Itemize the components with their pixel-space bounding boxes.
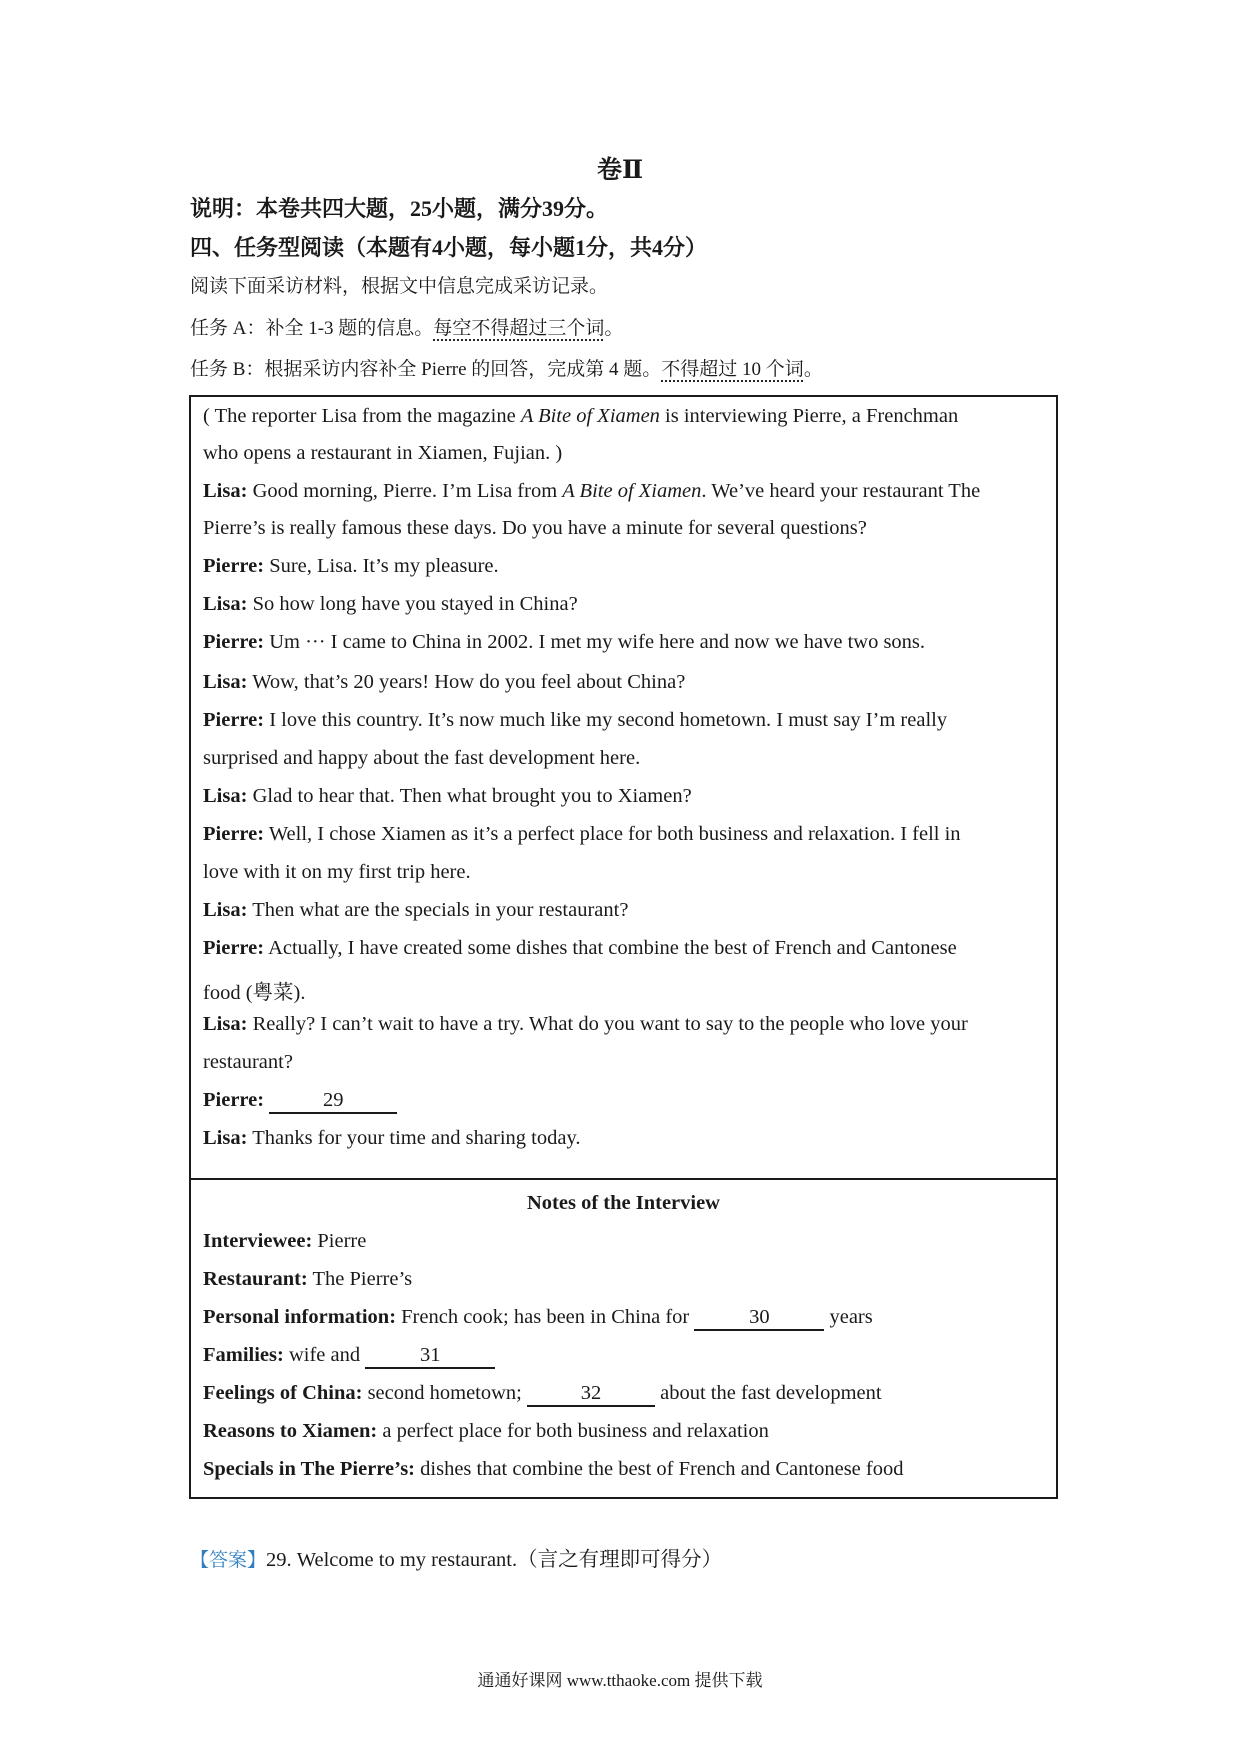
dialogue-line: love with it on my first trip here.	[203, 861, 471, 883]
answer-text: 29. Welcome to my restaurant.（言之有理即可得分）	[266, 1549, 723, 1571]
speaker-pierre: Pierre:	[203, 709, 265, 731]
interview-intro-line-1	[203, 405, 958, 428]
notes-label: Restaurant:	[203, 1268, 308, 1290]
dialogue-line	[203, 937, 957, 960]
dialogue-line	[203, 899, 628, 922]
dialogue-line: food (粤菜).	[203, 982, 306, 1004]
speaker-lisa: Lisa:	[203, 593, 248, 615]
dialogue-line	[203, 593, 578, 616]
notes-value: Pierre	[312, 1230, 367, 1252]
notes-value: about the fast development	[655, 1382, 882, 1404]
dialogue-text: Sure, Lisa. It’s my pleasure.	[264, 555, 499, 577]
dialogue-line: surprised and happy about the fast development here.	[203, 747, 641, 769]
speaker-lisa: Lisa:	[203, 1013, 248, 1035]
dialogue-line	[203, 823, 961, 846]
dialogue-text: Thanks for your time and sharing today.	[247, 1127, 581, 1149]
dialogue-line	[203, 555, 499, 578]
dialogue-line	[203, 1013, 968, 1036]
notes-box	[189, 1178, 1058, 1499]
magazine-title: A Bite of Xiamen	[562, 480, 702, 502]
speaker-pierre: Pierre:	[203, 823, 265, 845]
page-footer: 通通好课网 www.tthaoke.com 提供下载	[477, 1671, 763, 1690]
answer-blank-30[interactable]: 30	[694, 1307, 824, 1331]
answer-blank-31[interactable]: 31	[365, 1345, 495, 1369]
task-a-text: 任务 A：补全 1-3 题的信息。	[190, 318, 434, 339]
notes-row-personal	[203, 1306, 873, 1331]
speaker-lisa: Lisa:	[203, 671, 248, 693]
dialogue-line	[203, 1127, 581, 1150]
dialogue-text: Really? I can’t wait to have a try. What do you want to say to the people who love your	[247, 1013, 968, 1035]
task-a-instruction	[190, 313, 623, 340]
notes-value: The Pierre’s	[307, 1268, 413, 1290]
speaker-lisa: Lisa:	[203, 899, 248, 921]
task-a-emphasis: 每空不得超过三个词	[433, 318, 605, 339]
dialogue-text: Wow, that’s 20 years! How do you feel about China?	[247, 671, 686, 693]
reading-instruction: 阅读下面采访材料，根据文中信息完成采访记录。	[190, 276, 609, 297]
notes-row-families	[203, 1344, 495, 1369]
answer-line	[190, 1542, 722, 1572]
task-b-instruction	[190, 354, 823, 381]
notes-row-restaurant	[203, 1268, 412, 1291]
notes-label: Families:	[203, 1344, 284, 1366]
dialogue-text: Then what are the specials in your restaurant?	[247, 899, 629, 921]
dialogue-line: restaurant?	[203, 1051, 293, 1073]
dialogue-text: Well, I chose Xiamen as it’s a perfect place for both business and relaxation. I fell in	[264, 823, 961, 845]
notes-value: French cook; has been in China for	[396, 1306, 695, 1328]
dialogue-line: Pierre’s is really famous these days. Do you have a minute for several questions?	[203, 517, 867, 539]
answer-blank-29[interactable]: 29	[269, 1090, 397, 1114]
answer-blank-32[interactable]: 32	[527, 1383, 655, 1407]
dialogue-line	[203, 785, 692, 808]
dialogue-line	[203, 671, 685, 694]
notes-value: dishes that combine the best of French and Cantonese food	[415, 1458, 904, 1480]
speaker-lisa: Lisa:	[203, 480, 248, 502]
dialogue-line	[203, 480, 980, 503]
dialogue-text: . We’ve heard your restaurant The	[701, 480, 981, 502]
notes-label: Feelings of China:	[203, 1382, 363, 1404]
notes-value: second hometown;	[362, 1382, 527, 1404]
interview-box	[189, 395, 1058, 1180]
intro-text: ( The reporter Lisa from the magazine	[203, 405, 521, 427]
dialogue-line	[203, 709, 947, 732]
answer-tag: 【答案】	[190, 1549, 267, 1571]
task-a-period: 。	[604, 318, 624, 339]
notes-label: Interviewee:	[203, 1230, 313, 1252]
notes-row-specials	[203, 1458, 903, 1481]
page-title: 卷Ⅱ	[596, 157, 644, 184]
dialogue-line	[203, 631, 925, 654]
task-b-emphasis: 不得超过 10 个词	[661, 359, 804, 380]
notes-row-reasons	[203, 1420, 769, 1443]
speaker-lisa: Lisa:	[203, 785, 248, 807]
exam-note: 说明：本卷共四大题，25小题，满分39分。	[190, 196, 609, 221]
notes-label: Personal information:	[203, 1306, 397, 1328]
speaker-pierre: Pierre:	[203, 631, 265, 653]
notes-value: a perfect place for both business and relaxation	[377, 1420, 769, 1442]
task-b-text: 任务 B：根据采访内容补全 Pierre 的回答，完成第 4 题。	[190, 359, 662, 380]
section-heading: 四、任务型阅读（本题有4小题，每小题1分，共4分）	[190, 235, 708, 260]
magazine-title: A Bite of Xiamen	[520, 405, 660, 427]
speaker-pierre: Pierre:	[203, 937, 265, 959]
dialogue-text: I love this country. It’s now much like my second hometown. I must say I’m really	[264, 709, 948, 731]
intro-text: is interviewing Pierre, a Frenchman	[659, 405, 959, 427]
notes-row-interviewee	[203, 1230, 366, 1253]
notes-label: Reasons to Xiamen:	[203, 1420, 378, 1442]
dialogue-text: Actually, I have created some dishes that combine the best of French and Cantonese	[264, 937, 957, 959]
notes-value: years	[824, 1306, 873, 1328]
dialogue-text: Um ··· I came to China in 2002. I met my wife here and now we have two sons.	[264, 631, 926, 653]
task-b-period: 。	[803, 359, 823, 380]
notes-label: Specials in The Pierre’s:	[203, 1458, 416, 1480]
notes-row-feelings	[203, 1382, 882, 1407]
dialogue-text: Good morning, Pierre. I’m Lisa from	[247, 480, 563, 502]
notes-value: wife and	[283, 1344, 366, 1366]
dialogue-line	[203, 1089, 397, 1114]
speaker-pierre: Pierre:	[203, 1089, 265, 1111]
dialogue-text: So how long have you stayed in China?	[247, 593, 578, 615]
notes-title: Notes of the Interview	[527, 1192, 720, 1214]
dialogue-text: Glad to hear that. Then what brought you to Xiamen?	[247, 785, 692, 807]
speaker-lisa: Lisa:	[203, 1127, 248, 1149]
speaker-pierre: Pierre:	[203, 555, 265, 577]
interview-intro-line-2: who opens a restaurant in Xiamen, Fujian. )	[203, 442, 563, 464]
